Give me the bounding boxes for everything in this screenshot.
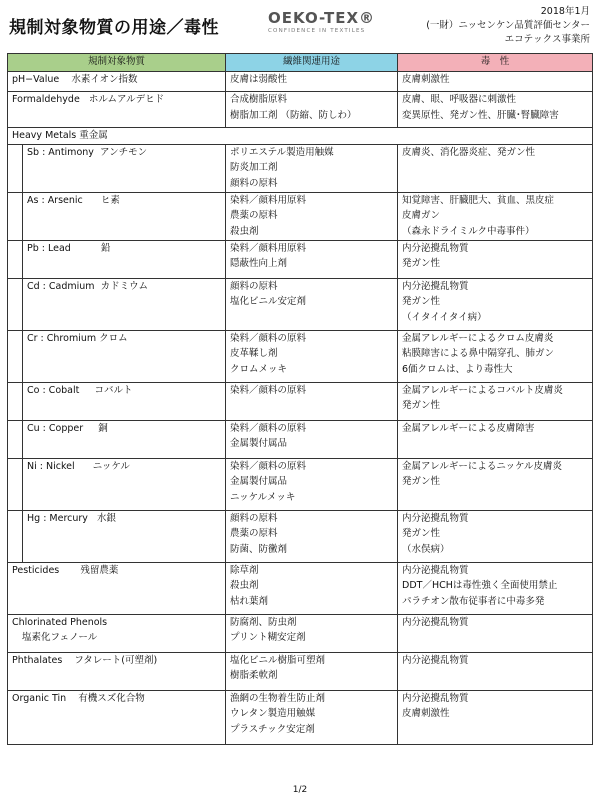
use-cell bbox=[226, 92, 398, 128]
substance-cell bbox=[23, 510, 226, 562]
table-row bbox=[8, 652, 593, 690]
substance-ja: ホルムアルデヒド bbox=[88, 94, 165, 105]
tox-line: 内分泌攪乱物質 bbox=[402, 692, 469, 704]
use-line: 漁網の生物着生防止剤 bbox=[230, 692, 326, 704]
organization-name: (一財）ニッセンケン品質評価センター bbox=[426, 20, 590, 31]
substance-cell bbox=[23, 330, 226, 382]
use-line: 顔料の原料 bbox=[230, 177, 278, 189]
substance-cell bbox=[23, 458, 226, 510]
organization-office: エコテックス事業所 bbox=[504, 34, 590, 45]
table-row bbox=[8, 510, 593, 562]
tox-line: 発ガン性 bbox=[402, 528, 441, 539]
substance-en: Sb : Antimony bbox=[27, 146, 94, 158]
tox-line: パラチオン散布従事者に中毒多発 bbox=[402, 595, 545, 607]
header-use: 繊維関連用途 bbox=[226, 54, 398, 72]
table-row bbox=[8, 144, 593, 192]
use-cell bbox=[226, 278, 398, 330]
use-line: 染料／顔料用原料 bbox=[230, 194, 307, 206]
use-line: 除草剤 bbox=[230, 564, 259, 576]
substance-cell bbox=[8, 72, 226, 92]
page-number: 1/2 bbox=[292, 785, 308, 795]
toxicity-cell bbox=[398, 192, 593, 240]
toxicity-cell bbox=[398, 614, 593, 652]
substance-en: Hg : Mercury bbox=[27, 512, 88, 524]
tox-line: 金属アレルギーによる皮膚障害 bbox=[402, 422, 535, 434]
substance-cell bbox=[23, 420, 226, 458]
table-header-row bbox=[8, 54, 593, 72]
tox-line: 粘膜障害による鼻中隔穿孔、肺ガン bbox=[402, 348, 555, 359]
heavy-metals-label: Heavy Metals 重金属 bbox=[8, 128, 593, 145]
substance-ja: カドミウム bbox=[100, 280, 149, 292]
substance-cell bbox=[8, 690, 226, 744]
substance-en: Ni : Nickel bbox=[27, 460, 75, 472]
use-line: ポリエステル製造用触媒 bbox=[230, 146, 334, 158]
substance-ja: コバルト bbox=[94, 384, 133, 396]
use-cell bbox=[226, 562, 398, 614]
use-line: 防炎加工剤 bbox=[230, 162, 278, 173]
substance-en: Co : Cobalt bbox=[27, 384, 80, 396]
use-line: 隠蔽性向上剤 bbox=[230, 258, 288, 269]
tox-line: 皮膚、眼、呼吸器に刺激性 bbox=[402, 94, 517, 105]
use-line: 顔料の原料 bbox=[230, 280, 278, 292]
use-line: 合成樹脂原料 bbox=[230, 94, 288, 105]
substance-ja: 塩素化フェノール bbox=[22, 632, 98, 643]
header-right bbox=[426, 5, 590, 47]
tox-line: 内分泌攪乱物質 bbox=[402, 564, 469, 576]
use-cell bbox=[226, 72, 398, 92]
tox-line: 内分泌攪乱物質 bbox=[402, 280, 469, 292]
use-line: 農薬の原料 bbox=[230, 528, 278, 539]
table-row bbox=[8, 562, 593, 614]
use-line: ウレタン製造用触媒 bbox=[230, 708, 316, 719]
use-line: 殺虫剤 bbox=[230, 580, 259, 591]
document-date: 2018年1月 bbox=[540, 6, 590, 17]
use-line: 農薬の原料 bbox=[230, 210, 278, 221]
substance-en: Cd : Cadmium bbox=[27, 280, 95, 292]
tox-line: 変異原性、発ガン性、肝臓･腎臓障害 bbox=[402, 109, 559, 121]
substance-cell bbox=[23, 382, 226, 420]
use-line: 皮革鞣し剤 bbox=[230, 348, 278, 359]
tox-line: 皮膚炎、消化器炎症、発ガン性 bbox=[402, 146, 536, 158]
tox-line: 皮膚刺激性 bbox=[402, 708, 450, 719]
table-row bbox=[8, 192, 593, 240]
tox-line: 発ガン性 bbox=[402, 476, 441, 487]
toxicity-cell bbox=[398, 562, 593, 614]
use-line: 皮膚は弱酸性 bbox=[230, 74, 288, 85]
logo-main-text: OEKO-TEX® bbox=[268, 9, 376, 27]
tox-line: 発ガン性 bbox=[402, 258, 441, 269]
toxicity-cell bbox=[398, 330, 593, 382]
substance-cell bbox=[8, 562, 226, 614]
table-row bbox=[8, 614, 593, 652]
substance-cell bbox=[23, 240, 226, 278]
toxicity-cell bbox=[398, 420, 593, 458]
use-cell bbox=[226, 382, 398, 420]
tox-line: 内分泌攪乱物質 bbox=[402, 616, 469, 628]
use-line: 染料／顔料の原料 bbox=[230, 384, 307, 396]
use-line: 殺虫剤 bbox=[230, 225, 259, 237]
substance-en: Pb : Lead bbox=[27, 242, 71, 254]
substance-en: Organic Tin bbox=[12, 692, 67, 704]
tox-line: 発ガン性 bbox=[402, 296, 441, 307]
substance-en: pH−Value bbox=[12, 74, 60, 85]
substance-ja: 鉛 bbox=[101, 242, 111, 254]
substance-cell bbox=[8, 614, 226, 652]
use-line: 防腐剤、防虫剤 bbox=[230, 616, 297, 628]
use-cell bbox=[226, 330, 398, 382]
tox-line: （水俣病） bbox=[402, 543, 450, 555]
toxicity-cell bbox=[398, 240, 593, 278]
tox-line: 金属アレルギーによるニッケル皮膚炎 bbox=[402, 460, 563, 472]
tox-line: （イタイイタイ病） bbox=[402, 311, 487, 323]
page-header bbox=[0, 0, 600, 50]
use-cell bbox=[226, 690, 398, 744]
tox-line: 金属アレルギーによるコバルト皮膚炎 bbox=[402, 384, 563, 396]
substance-ja: 銅 bbox=[98, 422, 108, 434]
substance-ja: 残留農薬 bbox=[80, 564, 119, 576]
use-line: プリント糊安定剤 bbox=[230, 632, 306, 643]
table-row bbox=[8, 690, 593, 744]
substance-en: Pesticides bbox=[12, 564, 60, 576]
tox-line: 6価クロムは、より毒性大 bbox=[402, 363, 513, 375]
header-toxicity: 毒 性 bbox=[398, 54, 593, 72]
use-cell bbox=[226, 614, 398, 652]
header-substance: 規制対象物質 bbox=[8, 54, 226, 72]
use-cell bbox=[226, 510, 398, 562]
substance-en: Chlorinated Phenols bbox=[12, 616, 108, 628]
use-cell bbox=[226, 652, 398, 690]
substance-ja: 水銀 bbox=[97, 512, 117, 524]
substance-cell bbox=[23, 278, 226, 330]
use-line: 樹脂柔軟剤 bbox=[230, 670, 278, 681]
substance-ja: 有機スズ化合物 bbox=[78, 692, 145, 704]
tox-line: 内分泌攪乱物質 bbox=[402, 512, 469, 524]
substance-ja: アンチモン bbox=[99, 146, 148, 158]
substance-ja: クロム bbox=[99, 332, 128, 344]
use-line: 染料／顔料の原料 bbox=[230, 332, 307, 344]
toxicity-cell bbox=[398, 458, 593, 510]
oeko-tex-logo bbox=[268, 9, 375, 34]
use-cell bbox=[226, 420, 398, 458]
substance-cell bbox=[8, 652, 226, 690]
tox-line: （森永ドライミルク中毒事件） bbox=[402, 225, 535, 237]
tox-line: 内分泌攪乱物質 bbox=[402, 242, 469, 254]
table-row bbox=[8, 330, 593, 382]
substance-ja: 水素イオン指数 bbox=[71, 74, 138, 85]
substance-table bbox=[7, 53, 593, 745]
toxicity-cell bbox=[398, 690, 593, 744]
use-cell bbox=[226, 192, 398, 240]
table-row bbox=[8, 72, 593, 92]
use-line: 金属製付属品 bbox=[230, 438, 288, 449]
tox-line: 知覚障害、肝臓肥大、貧血、黒皮症 bbox=[402, 194, 555, 206]
use-line: 金属製付属品 bbox=[230, 476, 288, 487]
logo-sub-text: CONFIDENCE IN TEXTILES bbox=[268, 28, 366, 34]
use-line: 防菌、防黴剤 bbox=[230, 543, 288, 555]
table-row bbox=[8, 382, 593, 420]
substance-ja: フタレート(可塑剤) bbox=[74, 654, 158, 666]
toxicity-cell bbox=[398, 510, 593, 562]
toxicity-cell bbox=[398, 278, 593, 330]
substance-en: Formaldehyde bbox=[12, 94, 80, 105]
table-row bbox=[8, 240, 593, 278]
substance-en: Cu : Copper bbox=[27, 422, 84, 434]
use-line: 塩化ビニル安定剤 bbox=[230, 296, 307, 307]
use-cell bbox=[226, 144, 398, 192]
toxicity-cell bbox=[398, 72, 593, 92]
substance-ja: ヒ素 bbox=[100, 194, 120, 206]
substance-cell bbox=[8, 92, 226, 128]
use-line: 顔料の原料 bbox=[230, 512, 278, 524]
toxicity-cell bbox=[398, 92, 593, 128]
use-line: クロムメッキ bbox=[230, 363, 288, 375]
use-line: 塩化ビニル樹脂可塑剤 bbox=[230, 654, 326, 666]
use-cell bbox=[226, 240, 398, 278]
use-line: 染料／顔料用原料 bbox=[230, 242, 307, 254]
use-cell bbox=[226, 458, 398, 510]
group-header-row bbox=[8, 128, 593, 145]
tox-line: DDT／HCHは毒性強く全面使用禁止 bbox=[402, 580, 558, 591]
page-title: 規制対象物質の用途／毒性 bbox=[9, 18, 219, 38]
tox-line: 金属アレルギーによるクロム皮膚炎 bbox=[402, 332, 554, 344]
use-line: ニッケルメッキ bbox=[230, 491, 296, 503]
use-line: プラスチック安定剤 bbox=[230, 723, 315, 735]
use-line: 樹脂加工剤 （防縮、防しわ） bbox=[230, 109, 357, 121]
table-row bbox=[8, 92, 593, 128]
use-line: 染料／顔料の原料 bbox=[230, 460, 307, 472]
substance-en: Cr : Chromium bbox=[27, 332, 97, 344]
tox-line: 発ガン性 bbox=[402, 400, 441, 411]
substance-ja: ニッケル bbox=[92, 460, 130, 472]
tox-line: 皮膚ガン bbox=[402, 210, 441, 221]
substance-en: As : Arsenic bbox=[27, 194, 83, 206]
table-row bbox=[8, 458, 593, 510]
substance-en: Phthalates bbox=[12, 654, 63, 666]
table-row bbox=[8, 278, 593, 330]
substance-cell bbox=[23, 192, 226, 240]
toxicity-cell bbox=[398, 382, 593, 420]
substance-cell bbox=[23, 144, 226, 192]
table-row bbox=[8, 420, 593, 458]
toxicity-cell bbox=[398, 652, 593, 690]
use-line: 染料／顔料の原料 bbox=[230, 422, 307, 434]
tox-line: 皮膚刺激性 bbox=[402, 74, 450, 85]
use-line: 枯れ葉剤 bbox=[230, 595, 269, 607]
tox-line: 内分泌攪乱物質 bbox=[402, 654, 469, 666]
toxicity-cell bbox=[398, 144, 593, 192]
